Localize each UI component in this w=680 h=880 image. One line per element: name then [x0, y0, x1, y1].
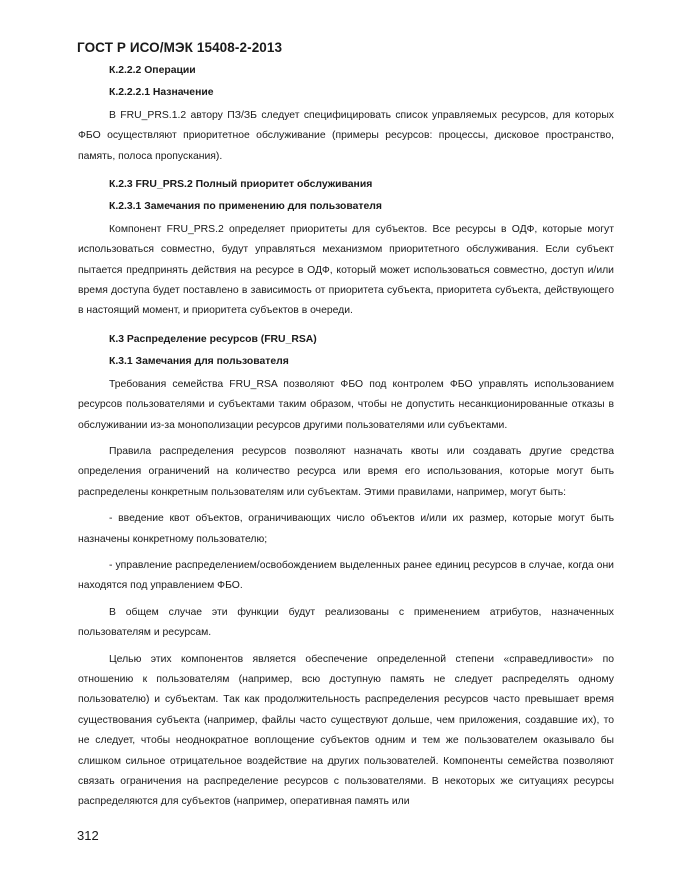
paragraph-allocation-rules: Правила распределения ресурсов позволяют назначать квоты или создавать другие средства определения ограничений на количество ресурса или время его использования, которые могут быть распределены конкретным пользователям или субъектам. Этими правилами, например, могут быть:: [78, 445, 614, 498]
list-item-object-quotas: - введение квот объектов, ограничивающих число объектов и/или их размер, которые могут быть назначены конкретному пользователю;: [78, 513, 614, 545]
paragraph-frus-prs-1-2: В FRU_PRS.1.2 автору ПЗ/ЗБ следует специфицировать список управляемых ресурсов, для которых ФБО осуществляют приоритетное обслуживание (примеры ресурсов: процессы, дисковое пространство, память, полоса пропускания).: [78, 109, 614, 162]
document-body: [78, 61, 614, 813]
paragraph-fru-rsa-intro: Требования семейства FRU_RSA позволяют ФБО под контролем ФБО управлять использованием ресурсов пользователями и субъектами таким образом, чтобы не допустить несанкционированные отказы в обслуживании из-за монополизации ресурсов другими пользователями или субъектами.: [78, 378, 614, 431]
page-number: 312: [77, 828, 99, 843]
page-header-standard-title: ГОСТ Р ИСО/МЭК 15408-2-2013: [77, 40, 283, 55]
section-heading-k3: К.3 Распределение ресурсов (FRU_RSA): [109, 333, 317, 345]
section-heading-k3-1: К.3.1 Замечания для пользователя: [109, 356, 289, 368]
section-heading-k2-2-2-1: К.2.2.2.1 Назначение: [109, 87, 214, 99]
paragraph-attributes: В общем случае эти функции будут реализованы с применением атрибутов, назначенных пользователям и ресурсам.: [78, 606, 614, 639]
section-heading-k2-3-1: К.2.3.1 Замечания по применению для пользователя: [109, 201, 382, 213]
section-heading-k2-2-2: К.2.2.2 Операции: [109, 65, 196, 76]
section-heading-k2-3: К.2.3 FRU_PRS.2 Полный приоритет обслуживания: [109, 179, 373, 191]
paragraph-frus-prs-2: Компонент FRU_PRS.2 определяет приоритеты для субъектов. Все ресурсы в ОДФ, которые могут использоваться совместно, будут управляться механизмом приоритетного обслуживания. Если субъект пытается предпринять действия на ресурсе в ОДФ, который может использоваться совместно, доступ и/или время доступа будет поставлено в зависимость от приоритета субъекта, приоритета субъекта, действующего в настоящий момент, и приоритета субъектов в очереди.: [78, 223, 614, 317]
paragraph-fairness: Целью этих компонентов является обеспечение определенной степени «справедливости» по отношению к пользователям (например, всю доступную память не следует распределять одному пользователю) и субъектам. Так как продолжительность распределения ресурсов часто превышает время существования субъекта (например, файлы часто существуют дольше, чем приложения, создавшие их), то не следует, чтобы неоднократное воплощение субъектов одним и тем же пользователем оказывало бы слишком сильное отрицательное воздействие на других пользователей. Компоненты семейства позволяют связать ограничения на распределение ресурсов с пользователями. В некоторых же ситуациях ресурсы распределяются для субъектов (например, оперативная память или: [78, 653, 614, 808]
list-item-allocation-management: - управление распределением/освобождением выделенных ранее единиц ресурсов в случае, когда они находятся под управлением ФБО.: [78, 559, 614, 592]
